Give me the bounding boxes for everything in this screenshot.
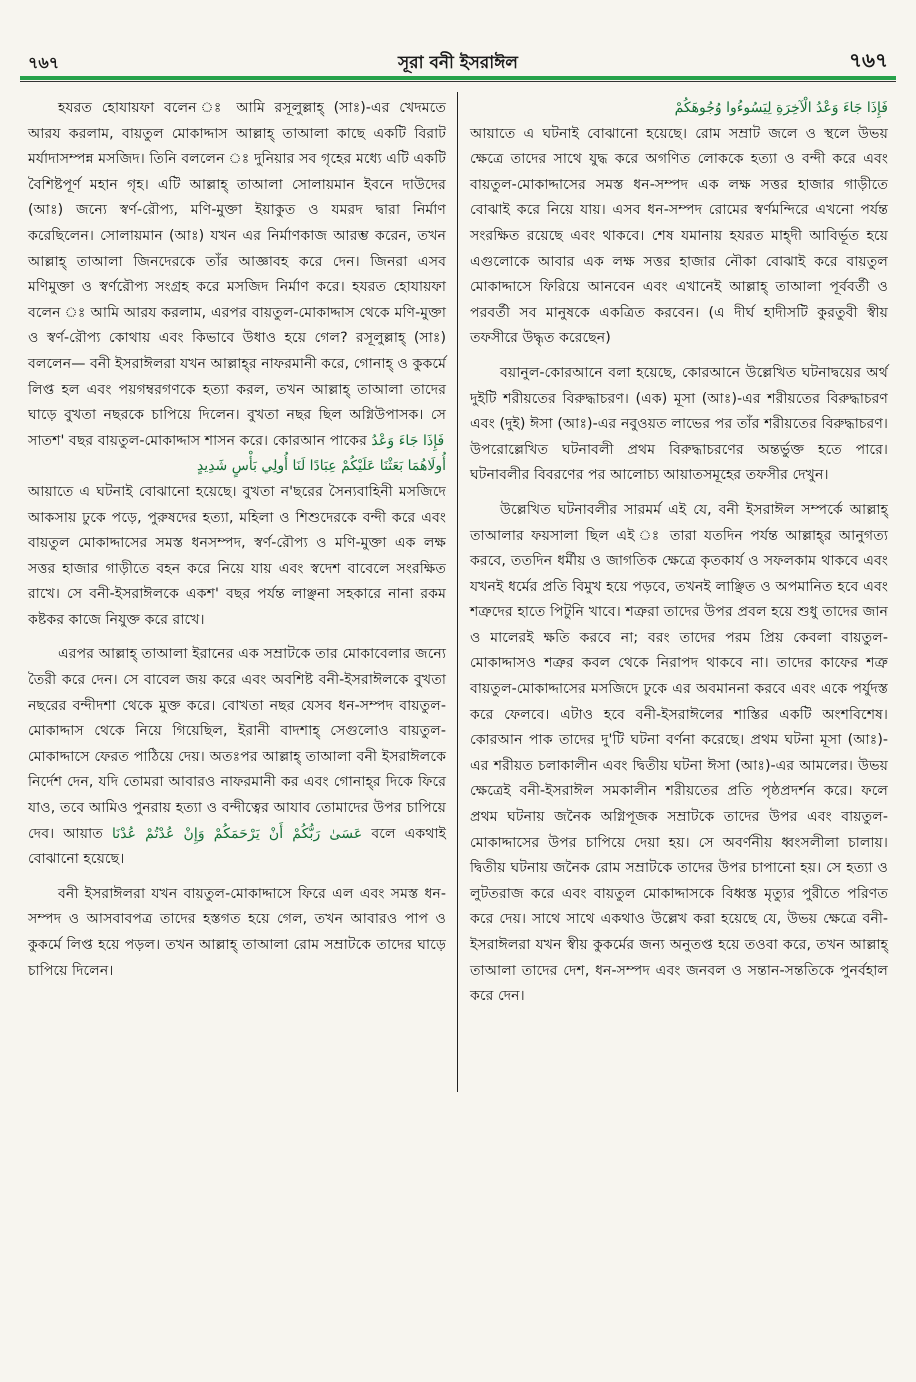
right-column bbox=[470, 96, 888, 1010]
right-paragraph-2: বয়ানুল-কোরআনে বলা হয়েছে, কোরআনে উল্লেখিত ঘটনাদ্বয়ের অর্থ দুইটি শরীয়তের বিরুদ্ধাচরণ। (এক) মূসা (আঃ)-এর শরীয়তের বিরুদ্ধাচরণ এবং (দুই) ঈসা (আঃ)-এর নবুওয়ত লাভের পর তাঁর শরীয়তের বিরুদ্ধাচরণ। উপরোল্লেখিত ঘটনাবলী প্রথম বিরুদ্ধাচরণের অন্তর্ভুক্ত হতে পারে। ঘটনাবলীর বিবরণের পর আলোচ্য আয়াতসমূহের তফসীর দেখুন। bbox=[470, 364, 888, 484]
page-number-right: ৭৬৭ bbox=[848, 48, 888, 72]
header-rule-black bbox=[20, 81, 896, 82]
left-paragraph-2 bbox=[28, 642, 446, 872]
left-p1-text: হযরত হোযায়ফা বলেন ঃ আমি রসূলুল্লাহ্ (সাঃ)-এর খেদমতে আরয করলাম, বায়তুল মোকাদ্দাস আল্লাহ্ তাআলা কাছে একটি বিরাট মর্যাদাসম্পন্ন মসজিদ। তিনি বললেন ঃ দুনিয়ার সব গৃহের মধ্যে এটি একটি বৈশিষ্টপূর্ণ মহান গৃহ। এটি আল্লাহ্ তাআলা সোলায়মান ইবনে দাউদের (আঃ) জন্যে স্বর্ণ-রৌপ্য, মণি-মুক্তা ইয়াকুত ও যমরদ দ্বারা নির্মাণ করেছিলেন। সোলায়মান (আঃ) যখন এর নির্মাণকাজ আরম্ভ করেন, তখন আল্লাহ্ তাআলা জিনদেরকে তাঁর আজ্ঞাবহ করে দেন। জিনরা এসব মণিমুক্তা ও স্বর্ণরৌপ্য সংগ্রহ করে মসজিদ নির্মাণ করে। হযরত হোযায়ফা বলেন ঃ আমি আরয করলাম, এরপর বায়তুল-মোকাদ্দাস থেকে মণি-মুক্তা ও স্বর্ণ-রৌপ্য কোথায় এবং কিভাবে উধাও হয়ে গেল? রসূলুল্লাহ্ (সাঃ) বললেন— বনী ইসরাঈলরা যখন আল্লাহ্‌র নাফরমানী করে, গোনাহ্ ও কুকর্মে লিপ্ত হল এবং পয়গম্বরগণকে হত্যা করল, তখন আল্লাহ্ তাআলা তাদের ঘাড়ে বুখতা নছরকে চাপিয়ে দিলেন। বুখতা নছর ছিল অগ্নিউপাসক। সে সাতশ' বছর বায়তুল-মোকাদ্দাস শাসন করে। কোরআন পাকের bbox=[28, 100, 446, 449]
left-column bbox=[28, 96, 446, 984]
header-rule-green bbox=[20, 76, 896, 80]
left-paragraph-1 bbox=[28, 96, 446, 633]
surah-title: সূরা বনী ইসরাঈল bbox=[398, 53, 518, 73]
quran-verse-inline-3: أَنْ يَرْحَمَكُمْ وَإِنْ عُدْتُمْ عُدْنَا bbox=[111, 825, 284, 842]
left-p2-text: এরপর আল্লাহ্ তাআলা ইরানের এক সম্রাটকে তার মোকাবেলার জন্যে তৈরী করে দেন। সে বাবেল জয় করে এবং অবশিষ্ট বনী-ইসরাঈলকে বুখতা নছরের বন্দীদশা থেকে মুক্ত করে। বোখতা নছর যেসব ধন-সম্পদ বায়তুল-মোকাদ্দাস থেকে নিয়ে গিয়েছিল, ইরানী বাদশাহ্ সেগুলোও বায়তুল-মোকাদ্দাসে ফেরত পাঠিয়ে দেয়। অতঃপর আল্লাহ্ তাআলা বনী ইসরাঈলকে নির্দেশ দেন, যদি তোমরা আবারও নাফরমানী কর এবং গোনাহ্‌র দিকে ফিরে যাও, তবে আমিও পুনরায় হত্যা ও বন্দীত্বের আযাব তোমাদের উপর চাপিয়ে দেব। আয়াত bbox=[28, 646, 446, 842]
page-number-left: ৭৬৭ bbox=[28, 53, 60, 72]
quran-verse-top: فَإِذَا جَاءَ وَعْدُ الْآخِرَةِ لِيَسُوءُوا وُجُوهَكُمْ bbox=[674, 100, 888, 116]
quran-verse-inline-2: عَسَىٰ رَبُّكُمْ bbox=[292, 825, 363, 842]
quran-verse-inline: فَإِذَا جَاءَ وَعْدُ bbox=[371, 432, 445, 449]
left-paragraph-3: বনী ইসরাঈলরা যখন বায়তুল-মোকাদ্দাসে ফিরে এল এবং সমস্ত ধন-সম্পদ ও আসবাবপত্র তাদের হস্তগত হয়ে গেল, তখন আবারও পাপ ও কুকর্মে লিপ্ত হয়ে পড়ল। তখন আল্লাহ্ তাআলা রোম সম্রাটকে তাদের ঘাড়ে চাপিয়ে দিলেন। bbox=[28, 885, 446, 979]
right-p1-text: আয়াতে এ ঘটনাই বোঝানো হয়েছে। রোম সম্রাট জলে ও স্থলে উভয় ক্ষেত্রে তাদের সাথে যুদ্ধ করে অগণিত লোককে হত্যা ও বন্দী করে এবং বায়তুল-মোকাদ্দাসের সমস্ত ধন-সম্পদ এক লক্ষ সত্তর হাজার গাড়ীতে বোঝাই করে নিয়ে যায়। এসব ধন-সম্পদ রোমের স্বর্ণমন্দিরে এখনো পর্যন্ত সংরক্ষিত রয়েছে এবং থাকবে। শেষ যমানায় হযরত মাহ্দী আবির্ভূত হয়ে এগুলোকে আবার এক লক্ষ সত্তর হাজার নৌকা বোঝাই করে বায়তুল মোকাদ্দাসে ফিরিয়ে আনবেন এবং এখানেই আল্লাহ্ তাআলা পূর্ববর্তী ও পরবর্তী সব মানুষকে একত্রিত করবেন। (এ দীর্ঘ হাদীসটি কুরতুবী স্বীয় তফসীরে উদ্ধৃত করেছেন) bbox=[470, 125, 888, 347]
left-p1-tail: আয়াতে এ ঘটনাই বোঝানো হয়েছে। বুখতা ন'ছরের সৈন্যবাহিনী মসজিদে আকসায় ঢুকে পড়ে, পুরুষদের হত্যা, মহিলা ও শিশুদেরকে বন্দী করে এবং বায়তুল মোকাদ্দাসের সমস্ত ধনসম্পদ, স্বর্ণ-রৌপ্য ও মণি-মুক্তা এক লক্ষ সত্তর হাজার গাড়ীতে বহন করে নিয়ে যায় এবং স্বদেশ বাবেলে সংরক্ষিত রাখে। সে বনী-ইসরাঈলকে একশ' বছর পর্যন্ত লাঞ্ছনা সহকারে নানা রকম কষ্টকর কাজে নিযুক্ত করে রাখে। bbox=[28, 483, 446, 628]
page-header bbox=[28, 44, 888, 74]
right-paragraph-1 bbox=[470, 96, 888, 352]
column-divider bbox=[457, 92, 458, 1092]
right-paragraph-3: উল্লেখিত ঘটনাবলীর সারমর্ম এই যে, বনী ইসরাঈল সম্পর্কে আল্লাহ্ তাআলার ফয়সালা ছিল এই ঃ তারা যতদিন পর্যন্ত আল্লাহ্‌র আনুগত্য করবে, ততদিন ধর্মীয় ও জাগতিক ক্ষেত্রে কৃতকার্য ও সফলকাম থাকবে এবং যখনই ধর্মের প্রতি বিমুখ হয়ে পড়বে, তখনই লাঞ্ছিত ও অপমানিত হবে এবং শত্রুদের হাতে পিটুনি খাবে। শত্রুরা তাদের উপর প্রবল হয়ে শুধু তাদের জান ও মালেরই ক্ষতি করবে না; বরং তাদের পরম প্রিয় কেবলা বায়তুল-মোকাদ্দাসও শত্রুর কবল থেকে নিরাপদ থাকবে না। তাদের কাফের শত্রু বায়তুল-মোকাদ্দাসের মসজিদে ঢুকে এর অবমাননা করবে এবং একে পর্যুদস্ত করে ফেলবে। এটাও হবে বনী-ইসরাঈলের শাস্তির একটি অংশবিশেষ। কোরআন পাক তাদের দু'টি ঘটনা বর্ণনা করেছে। প্রথম ঘটনা মূসা (আঃ)-এর শরীয়ত চলাকালীন এবং দ্বিতীয় ঘটনা ঈসা (আঃ)-এর আমলের। উভয় ক্ষেত্রেই বনী-ইসরাঈল সমকালীন শরীয়তের প্রতি পৃষ্ঠপ্রদর্শন করে। ফলে প্রথম ঘটনায় জনৈক অগ্নিপূজক সম্রাটকে তাদের উপর এবং বায়তুল-মোকাদ্দাসের উপর চাপিয়ে দেয়া হয়। সে অবর্ণনীয় ধ্বংসলীলা চালায়। দ্বিতীয় ঘটনায় জনৈক রোম সম্রাটকে তাদের উপর চাপানো হয়। সে হত্যা ও লুটতরাজ করে এবং বায়তুল মোকাদ্দাসকে বিধ্বস্ত মৃত্যুর পুরীতে পরিণত করে দেয়। সাথে সাথে একথাও উল্লেখ করা হয়েছে যে, উভয় ক্ষেত্রে বনী-ইসরাঈলরা যখন স্বীয় কুকর্মের জন্য অনুতপ্ত হয়ে তওবা করে, তখন আল্লাহ্ তাআলা তাদের দেশ, ধন-সম্পদ এবং জনবল ও সন্তান-সন্ততিকে পুনর্বহাল করে দেন। bbox=[470, 501, 888, 1005]
left-p2-tail: বলে একথাই বোঝানো হয়েছে। bbox=[28, 825, 446, 868]
quran-verse-line: أُولَاهُمَا بَعَثْنَا عَلَيْكُمْ عِبَادًا لَنَا أُولِي بَأْسٍ شَدِيدٍ bbox=[196, 458, 446, 475]
